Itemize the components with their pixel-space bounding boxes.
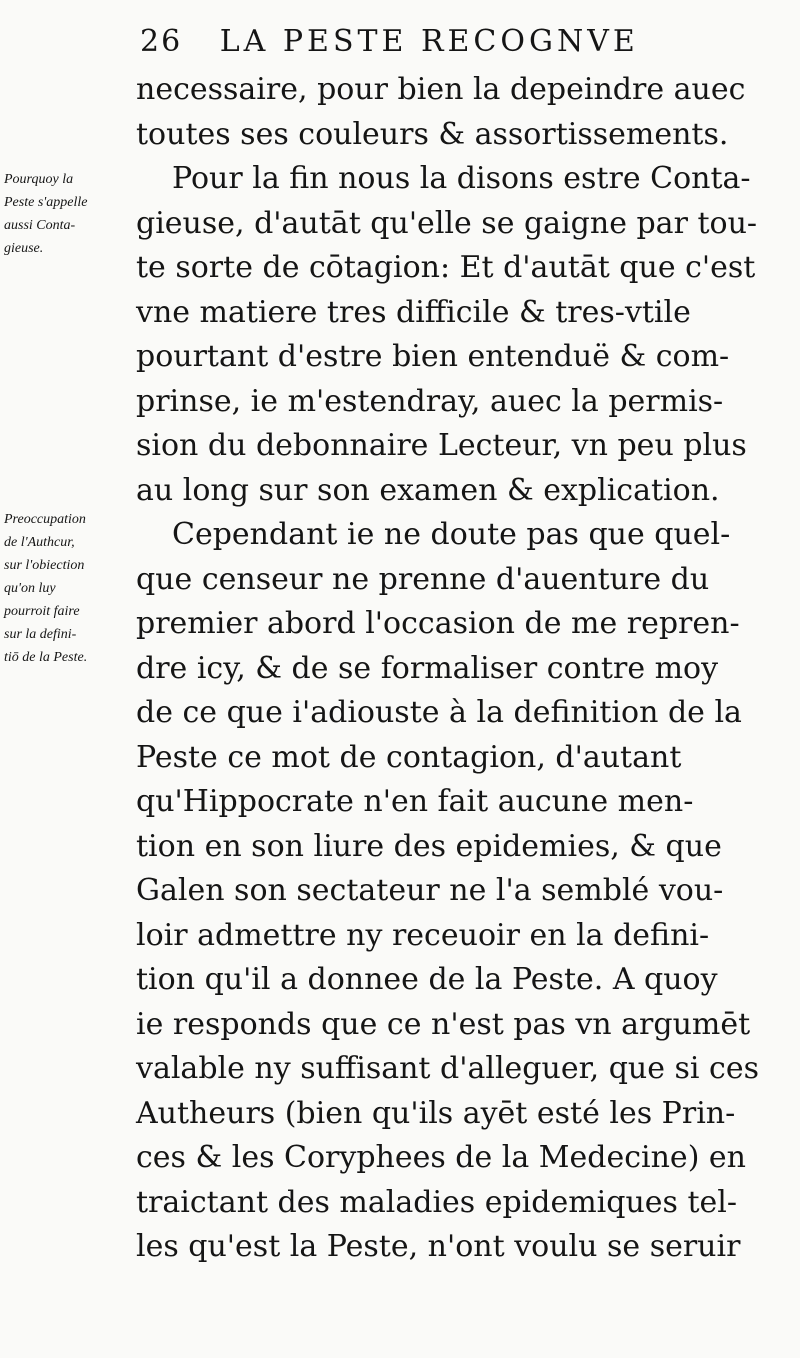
text-line: gieuse, d'autāt qu'elle se gaigne par tou- bbox=[136, 205, 758, 241]
text-line: Galen son sectateur ne l'a semblé vou- bbox=[136, 873, 724, 908]
note-line: gieuse. bbox=[4, 241, 44, 256]
text-line: premier abord l'occasion de me repren- bbox=[136, 606, 740, 641]
note-line: de l'Authcur, bbox=[4, 535, 75, 550]
text-line: dre icy, & de se formaliser contre moy bbox=[136, 650, 719, 686]
text-line: loir admettre ny receuoir en la defini- bbox=[136, 917, 710, 953]
text-line: ces & les Coryphees de la Medecine) en bbox=[136, 1140, 747, 1175]
text-line: Cependant ie ne doute pas que quel- bbox=[172, 517, 731, 552]
text-line: que censeur ne prenne d'auenture du bbox=[136, 561, 710, 597]
text-line: pourtant d'estre bien entenduë & com- bbox=[136, 339, 730, 374]
text-line: toutes ses couleurs & assortissements. bbox=[136, 116, 729, 152]
note-line: aussi Conta- bbox=[4, 218, 76, 233]
text-line: les qu'est la Peste, n'ont voulu se seruir bbox=[136, 1229, 741, 1264]
note-line: sur la defini- bbox=[4, 627, 77, 642]
text-line: Pour la fin nous la disons estre Conta- bbox=[172, 161, 751, 196]
note-line: tiō de la Peste. bbox=[4, 650, 88, 665]
text-line: au long sur son examen & explication. bbox=[136, 472, 720, 508]
note-line: qu'on luy bbox=[4, 581, 56, 596]
note-line: sur l'obiection bbox=[4, 558, 85, 573]
margin-note-1 bbox=[4, 168, 87, 260]
note-line: Peste s'appelle bbox=[4, 195, 88, 210]
text-line: qu'Hippocrate n'en fait aucune men- bbox=[136, 784, 694, 819]
note-line: Pourquoy la bbox=[4, 172, 74, 187]
text-line: sion du debonnaire Lecteur, vn peu plus bbox=[136, 428, 747, 463]
note-line: pourroit faire bbox=[4, 604, 80, 619]
body-text bbox=[136, 68, 759, 1270]
text-line: Autheurs (bien qu'ils ayēt esté les Prin- bbox=[136, 1095, 736, 1131]
text-line: valable ny suffisant d'alleguer, que si ces bbox=[136, 1051, 759, 1086]
text-line: traictant des maladies epidemiques tel- bbox=[136, 1184, 738, 1220]
page-number: 26 bbox=[140, 24, 183, 59]
text-line: Peste ce mot de contagion, d'autant bbox=[136, 739, 682, 775]
text-line: tion en son liure des epidemies, & que bbox=[136, 828, 722, 864]
margin-note-2 bbox=[4, 508, 87, 669]
running-header bbox=[140, 24, 639, 59]
text-line: ie responds que ce n'est pas vn argumēt bbox=[136, 1006, 751, 1042]
note-line: Preoccupation bbox=[4, 512, 86, 527]
text-line: te sorte de cōtagion: Et d'autāt que c'est bbox=[136, 250, 756, 285]
text-line: vne matiere tres difficile & tres-vtile bbox=[136, 294, 691, 330]
running-title: LA PESTE RECOGNVE bbox=[219, 24, 639, 59]
text-line: necessaire, pour bien la depeindre auec bbox=[136, 72, 746, 107]
text-line: prinse, ie m'estendray, auec la permis- bbox=[136, 383, 724, 419]
text-line: de ce que i'adiouste à la definition de la bbox=[136, 695, 742, 730]
text-line: tion qu'il a donnee de la Peste. A quoy bbox=[136, 962, 718, 997]
